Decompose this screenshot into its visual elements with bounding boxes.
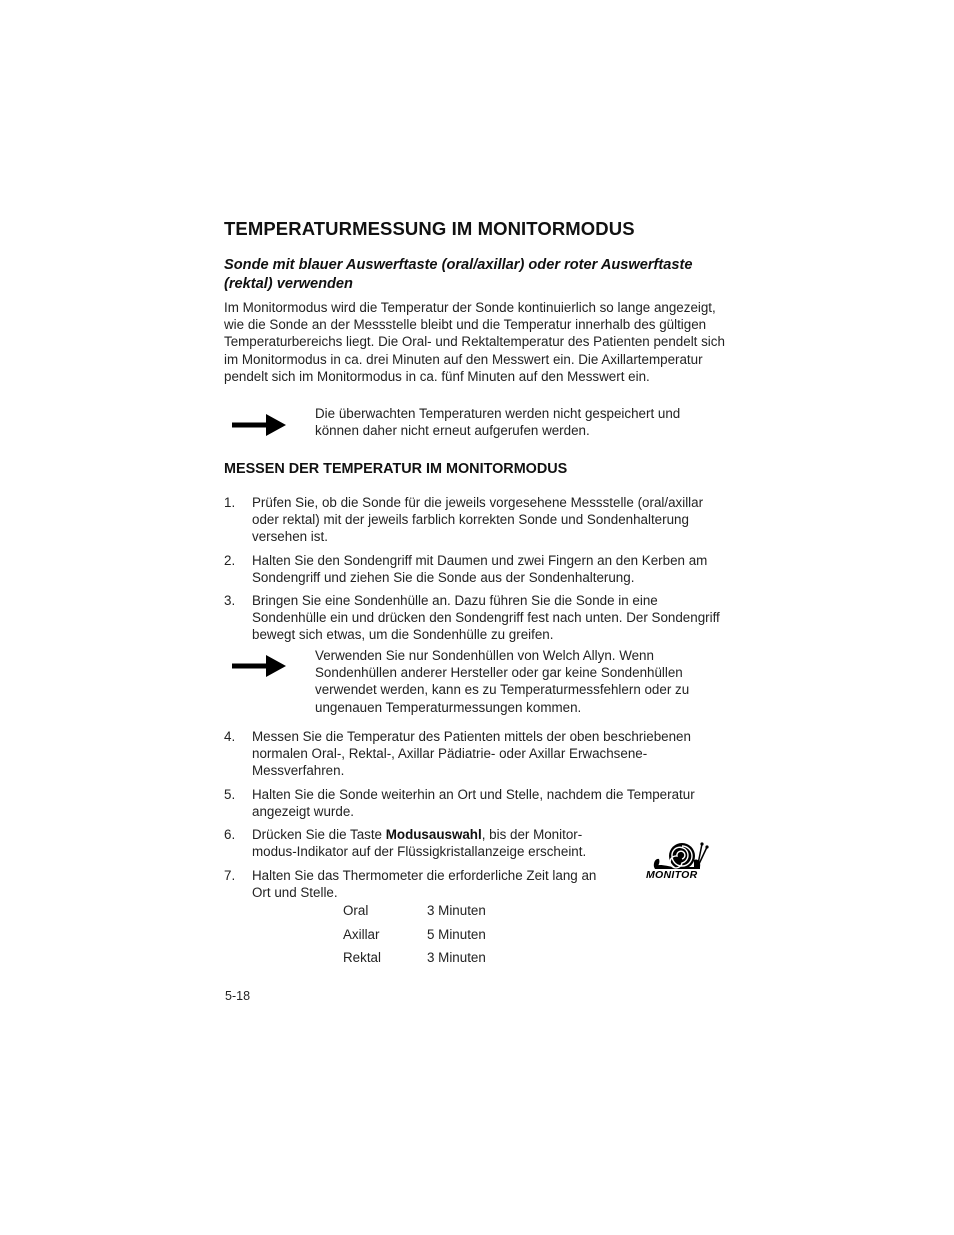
step-text-before: Drücken Sie die Taste	[252, 827, 386, 842]
duration-cell: 3 Minuten	[427, 950, 486, 965]
intro-paragraph: Im Monitormodus wird die Temperatur der Sonde kontinuierlich so lange angezeigt, wie die Sonde an der Messstelle bleibt und die Temperatur innerhalb des gültigen Temperaturbereichs liegt. Die Oral- und Rektaltemperatur des Patienten pendelt sich im Monitormodus in ca. drei Minuten auf den Messwert ein. Die Axillartemperatur pendelt sich im Monitormodus in ca. fünf Minuten auf den Messwert ein.	[224, 300, 725, 384]
section-heading: MESSEN DER TEMPERATUR IM MONITORMODUS	[224, 461, 568, 477]
note-box	[224, 405, 729, 445]
step-text: Halten Sie die Sonde weiterhin an Ort und Stelle, nachdem die Temperatur angezeigt wurde.	[252, 787, 695, 820]
mode-select-key-label: Modusauswahl	[385, 827, 482, 842]
step-text	[252, 826, 612, 860]
step-text-after: , bis der Monitor-modus-Indikator auf der Flüssigkristallanzeige erscheint.	[252, 827, 587, 860]
duration-cell: 5 Minuten	[427, 926, 486, 942]
note-text: Die überwachten Temperaturen werden nicht gespeichert und können daher nicht erneut aufgerufen werden.	[315, 406, 681, 439]
page-heading: TEMPERATURMESSUNG IM MONITORMODUS	[224, 218, 635, 239]
step-text: Messen Sie die Temperatur des Patienten mittels der oben beschriebenen normalen Oral-, Rektal-, Axillar Pädiatrie- oder Axillar Erwachsene-Messverfahren.	[252, 729, 691, 779]
step-number: 7.	[224, 868, 236, 883]
step-text: Halten Sie den Sondengriff mit Daumen und zwei Fingern an den Kerben am Sondengriff und ziehen Sie die Sonde aus der Sondenhalterung.	[252, 553, 708, 586]
site-cell: Oral	[343, 903, 369, 918]
duration-cell: 3 Minuten	[427, 903, 486, 918]
note-box	[224, 647, 729, 719]
step-text: Halten Sie das Thermometer die erforderliche Zeit lang an Ort und Stelle.	[252, 868, 597, 901]
arrow-right-icon	[232, 414, 286, 436]
arrow-right-icon	[232, 655, 286, 677]
step-number: 3.	[224, 593, 236, 608]
step-text: Bringen Sie eine Sondenhülle an. Dazu führen Sie die Sonde in eine Sondenhülle ein und drücken den Sondengriff fest nach unten. Der Sondengriff bewegt sich etwas, um die Sondenhülle zu greifen.	[252, 593, 720, 643]
monitor-indicator-label: MONITOR	[646, 869, 698, 881]
step-number: 1.	[224, 495, 236, 510]
site-cell: Axillar	[343, 926, 380, 942]
note-text: Verwenden Sie nur Sondenhüllen von Welch Allyn. Wenn Sondenhüllen anderer Hersteller oder gar keine Sondenhüllen verwendet werden, kann es zu Temperaturmessfehlern oder zu ungenauen Temperaturmessungen kommen.	[315, 648, 690, 715]
page-number: 5-18	[225, 989, 251, 1003]
site-cell: Rektal	[343, 950, 381, 965]
step-text: Prüfen Sie, ob die Sonde für die jeweils vorgesehene Messstelle (oral/axillar oder rektal) mit der jeweils farblich korrekten Sonde und Sondenhalterung versehen ist.	[252, 495, 704, 545]
step-number: 6.	[224, 827, 236, 842]
step-number: 5.	[224, 787, 236, 802]
step-number: 4.	[224, 729, 236, 744]
step-number: 2.	[224, 553, 236, 568]
subheading: Sonde mit blauer Auswerftaste (oral/axillar) oder roter Auswerftaste (rektal) verwenden	[224, 257, 693, 292]
